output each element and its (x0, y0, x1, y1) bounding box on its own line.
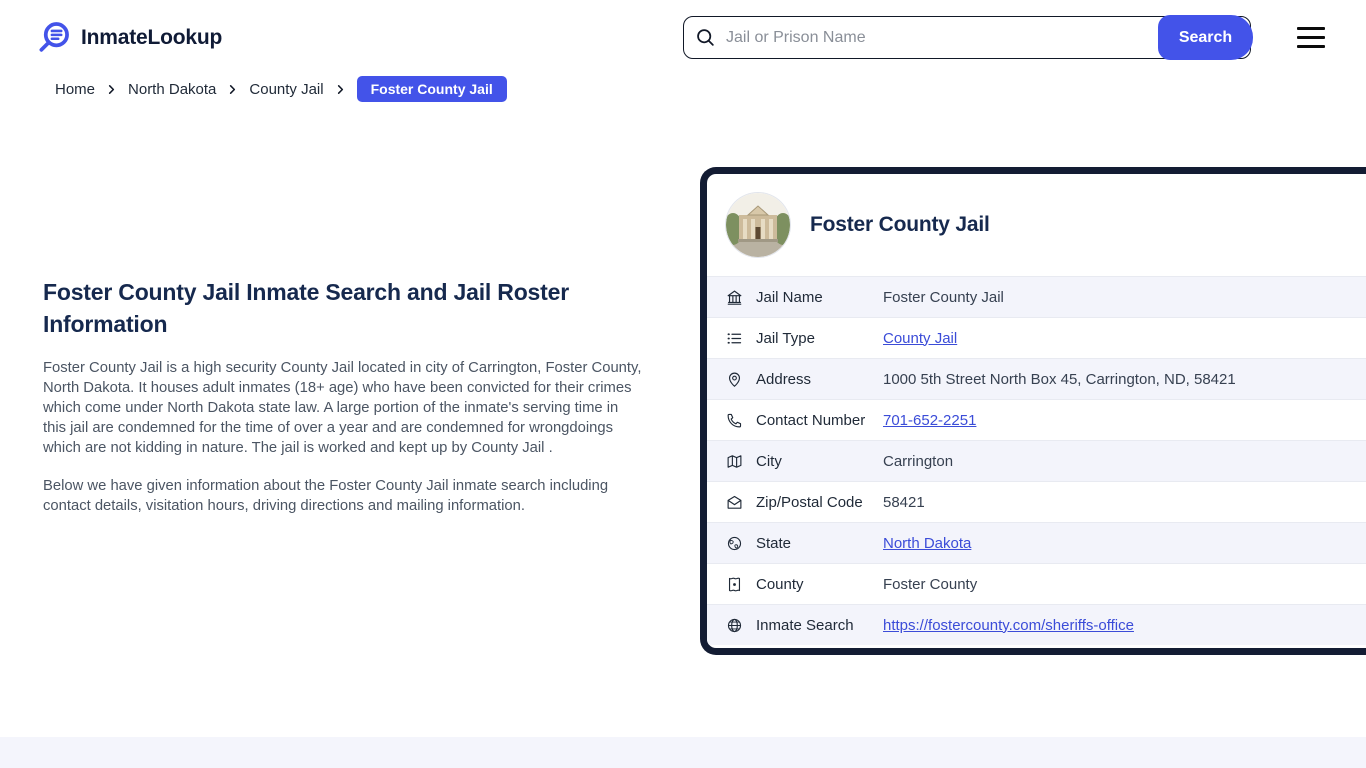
jail-name-value: Foster County Jail (883, 288, 1004, 306)
bank-building-icon (726, 289, 743, 306)
county-value: Foster County (883, 575, 978, 593)
row-label: Contact Number (756, 411, 866, 429)
row-label: City (756, 452, 782, 470)
table-row-zip (707, 481, 1366, 522)
location-pin-icon (726, 371, 743, 388)
breadcrumb-current-badge: Foster County Jail (357, 76, 507, 102)
table-row-county (707, 563, 1366, 604)
table-row-jail-name (707, 276, 1366, 317)
list-icon (726, 330, 743, 347)
search-icon (695, 27, 716, 48)
table-row-city (707, 440, 1366, 481)
phone-icon (726, 412, 743, 429)
inmate-search-link[interactable]: https://fostercounty.com/sheriffs-office (883, 616, 1134, 634)
footer-strip (0, 737, 1366, 768)
row-label: Inmate Search (756, 616, 854, 634)
table-row-address (707, 358, 1366, 399)
brand-logo[interactable] (36, 20, 222, 56)
jail-info-card (700, 167, 1366, 655)
article-paragraph: Below we have given information about the Foster County Jail inmate search including contact details, visitation hours, driving directions and mailing information. (43, 478, 609, 515)
county-flag-icon (726, 576, 743, 593)
row-label: State (756, 534, 792, 552)
zip-value: 58421 (883, 493, 925, 511)
row-label: Zip/Postal Code (756, 493, 863, 511)
jail-card-title: Foster County Jail (810, 213, 990, 236)
magnifier-document-icon (36, 20, 72, 56)
hamburger-bar (1297, 45, 1325, 48)
jail-type-link[interactable]: County Jail (883, 329, 958, 347)
chevron-right-icon (106, 84, 117, 95)
breadcrumb (55, 76, 507, 102)
table-row-contact-number (707, 399, 1366, 440)
table-row-state (707, 522, 1366, 563)
article (43, 276, 643, 516)
chevron-right-icon (227, 84, 238, 95)
chevron-right-icon (335, 84, 346, 95)
table-row-jail-type (707, 317, 1366, 358)
table-row-inmate-search (707, 604, 1366, 645)
brand-name: InmateLookup (81, 26, 223, 49)
breadcrumb-home[interactable]: Home (55, 80, 96, 98)
row-label: Address (756, 370, 812, 388)
hamburger-bar (1297, 27, 1325, 30)
jail-info-table (707, 276, 1366, 645)
map-icon (726, 453, 743, 470)
breadcrumb-jail-type[interactable]: County Jail (249, 80, 324, 98)
hamburger-bar (1297, 36, 1325, 39)
row-label: County (756, 575, 804, 593)
page-title: Foster County Jail Inmate Search and Jail Roster Information (43, 279, 569, 338)
breadcrumb-state[interactable]: North Dakota (128, 80, 217, 98)
search-button[interactable]: Search (1158, 15, 1253, 60)
row-label: Jail Type (756, 329, 815, 347)
jail-card-header (707, 174, 1366, 276)
globe-americas-icon (726, 535, 743, 552)
search-bar (683, 16, 1251, 59)
address-value: 1000 5th Street North Box 45, Carrington, ND, 58421 (883, 370, 1236, 388)
city-value: Carrington (883, 452, 954, 470)
globe-icon (726, 617, 743, 634)
hamburger-menu-icon[interactable] (1297, 27, 1325, 48)
courthouse-photo (726, 193, 790, 257)
envelope-icon (726, 494, 743, 511)
state-link[interactable]: North Dakota (883, 534, 972, 552)
contact-number-link[interactable]: 701-652-2251 (883, 411, 977, 429)
article-paragraph: Foster County Jail is a high security County Jail located in city of Carrington, Foster County, North Dakota. It houses adult inmates (18+ age) who have been convicted for their crimes which come under North Dakota state law. A large portion of the inmate's serving time in this jail are condemned for the time of over a year and are condemned for wrongdoings which are not kidding in nature. The jail is worked and kept up by County Jail . (43, 360, 642, 457)
row-label: Jail Name (756, 288, 823, 306)
